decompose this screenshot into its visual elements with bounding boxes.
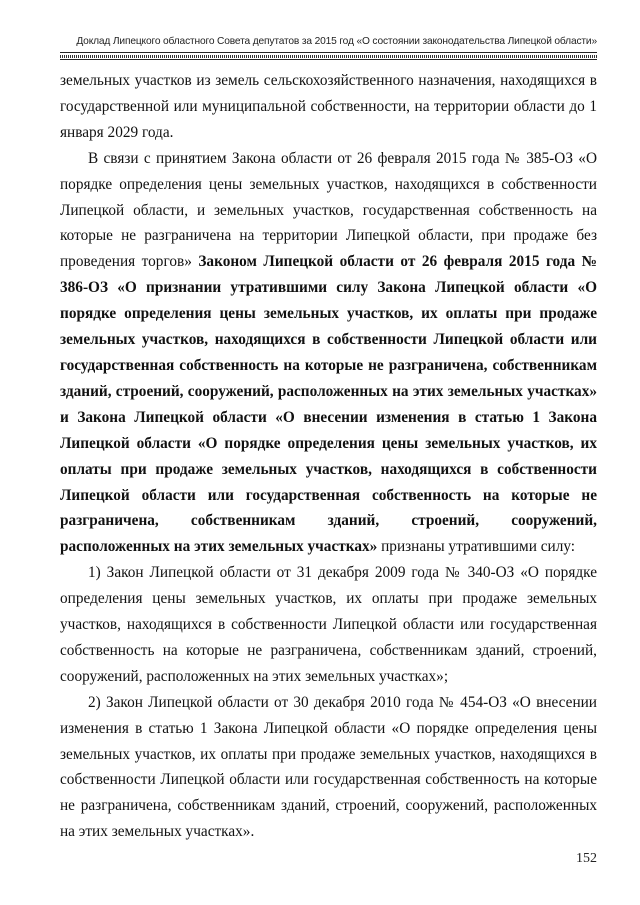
paragraph-main-intro: В связи с принятием Закона области от 26 февраля 2015 года № 385-ОЗ «О порядке определения цены земельных участков, находящихся в собственности Липецкой области, и земельных участков, государственная собственность на которые не разграничена на территории Липецкой области, при продаже без проведения торгов» <box>60 149 597 271</box>
paragraph-main-tail: признаны утратившими силу: <box>377 538 576 556</box>
paragraph-continuation: земельных участков из земель сельскохозяйственного назначения, находящихся в государственной или муниципальной собственности, на территории области до 1 января 2029 года. <box>60 72 597 141</box>
paragraph-main-bold-law: Законом Липецкой области от 26 февраля 2015 года № 386-ОЗ «О признании утратившими силу Закона Липецкой области «О порядке определения цены земельных участков, их оплаты при продаже земельных участков, находящихся в собственности Липецкой области или государственная собственность на которые не разграничена, собственникам зданий, строений, сооружений, расположенных на этих земельных участках» и Закона Липецкой области «О внесении изменения в статью 1 Закона Липецкой области «О порядке определения цены земельных участков, их оплаты при продаже земельных участков, находящихся в собственности Липецкой области или государственная собственность на которые не разграничена, собственникам зданий, строений, сооружений, расположенных на этих земельных участках» <box>60 253 597 556</box>
header-rule-hatched <box>60 55 597 58</box>
list-item-2: 2) Закон Липецкой области от 30 декабря 2010 года № 454-ОЗ «О внесении изменения в статью 1 Закона Липецкой области «О порядке определения цены земельных участков, их оплаты при продаже земельных участков, находящихся в собственности Липецкой области или государственная собственность на которые не разграничена, собственникам зданий, строений, сооружений, расположенных на этих земельных участках». <box>60 693 597 841</box>
document-body <box>60 68 597 845</box>
paragraph-main <box>60 146 597 561</box>
header-rule-bottom <box>60 59 597 60</box>
list-item-1: 1) Закон Липецкой области от 31 декабря 2009 года № 340-ОЗ «О порядке определения цены земельных участков, их оплаты при продаже земельных участков, находящихся в собственности Липецкой области или государственная собственность на которые не разграничена, собственникам зданий, строений, сооружений, расположенных на этих земельных участках»; <box>60 564 597 685</box>
header-rule-top <box>60 52 597 53</box>
running-header: Доклад Липецкого областного Совета депутатов за 2015 год «О состоянии законодательства Липецкой области» <box>76 36 597 47</box>
page-number: 152 <box>576 851 597 866</box>
